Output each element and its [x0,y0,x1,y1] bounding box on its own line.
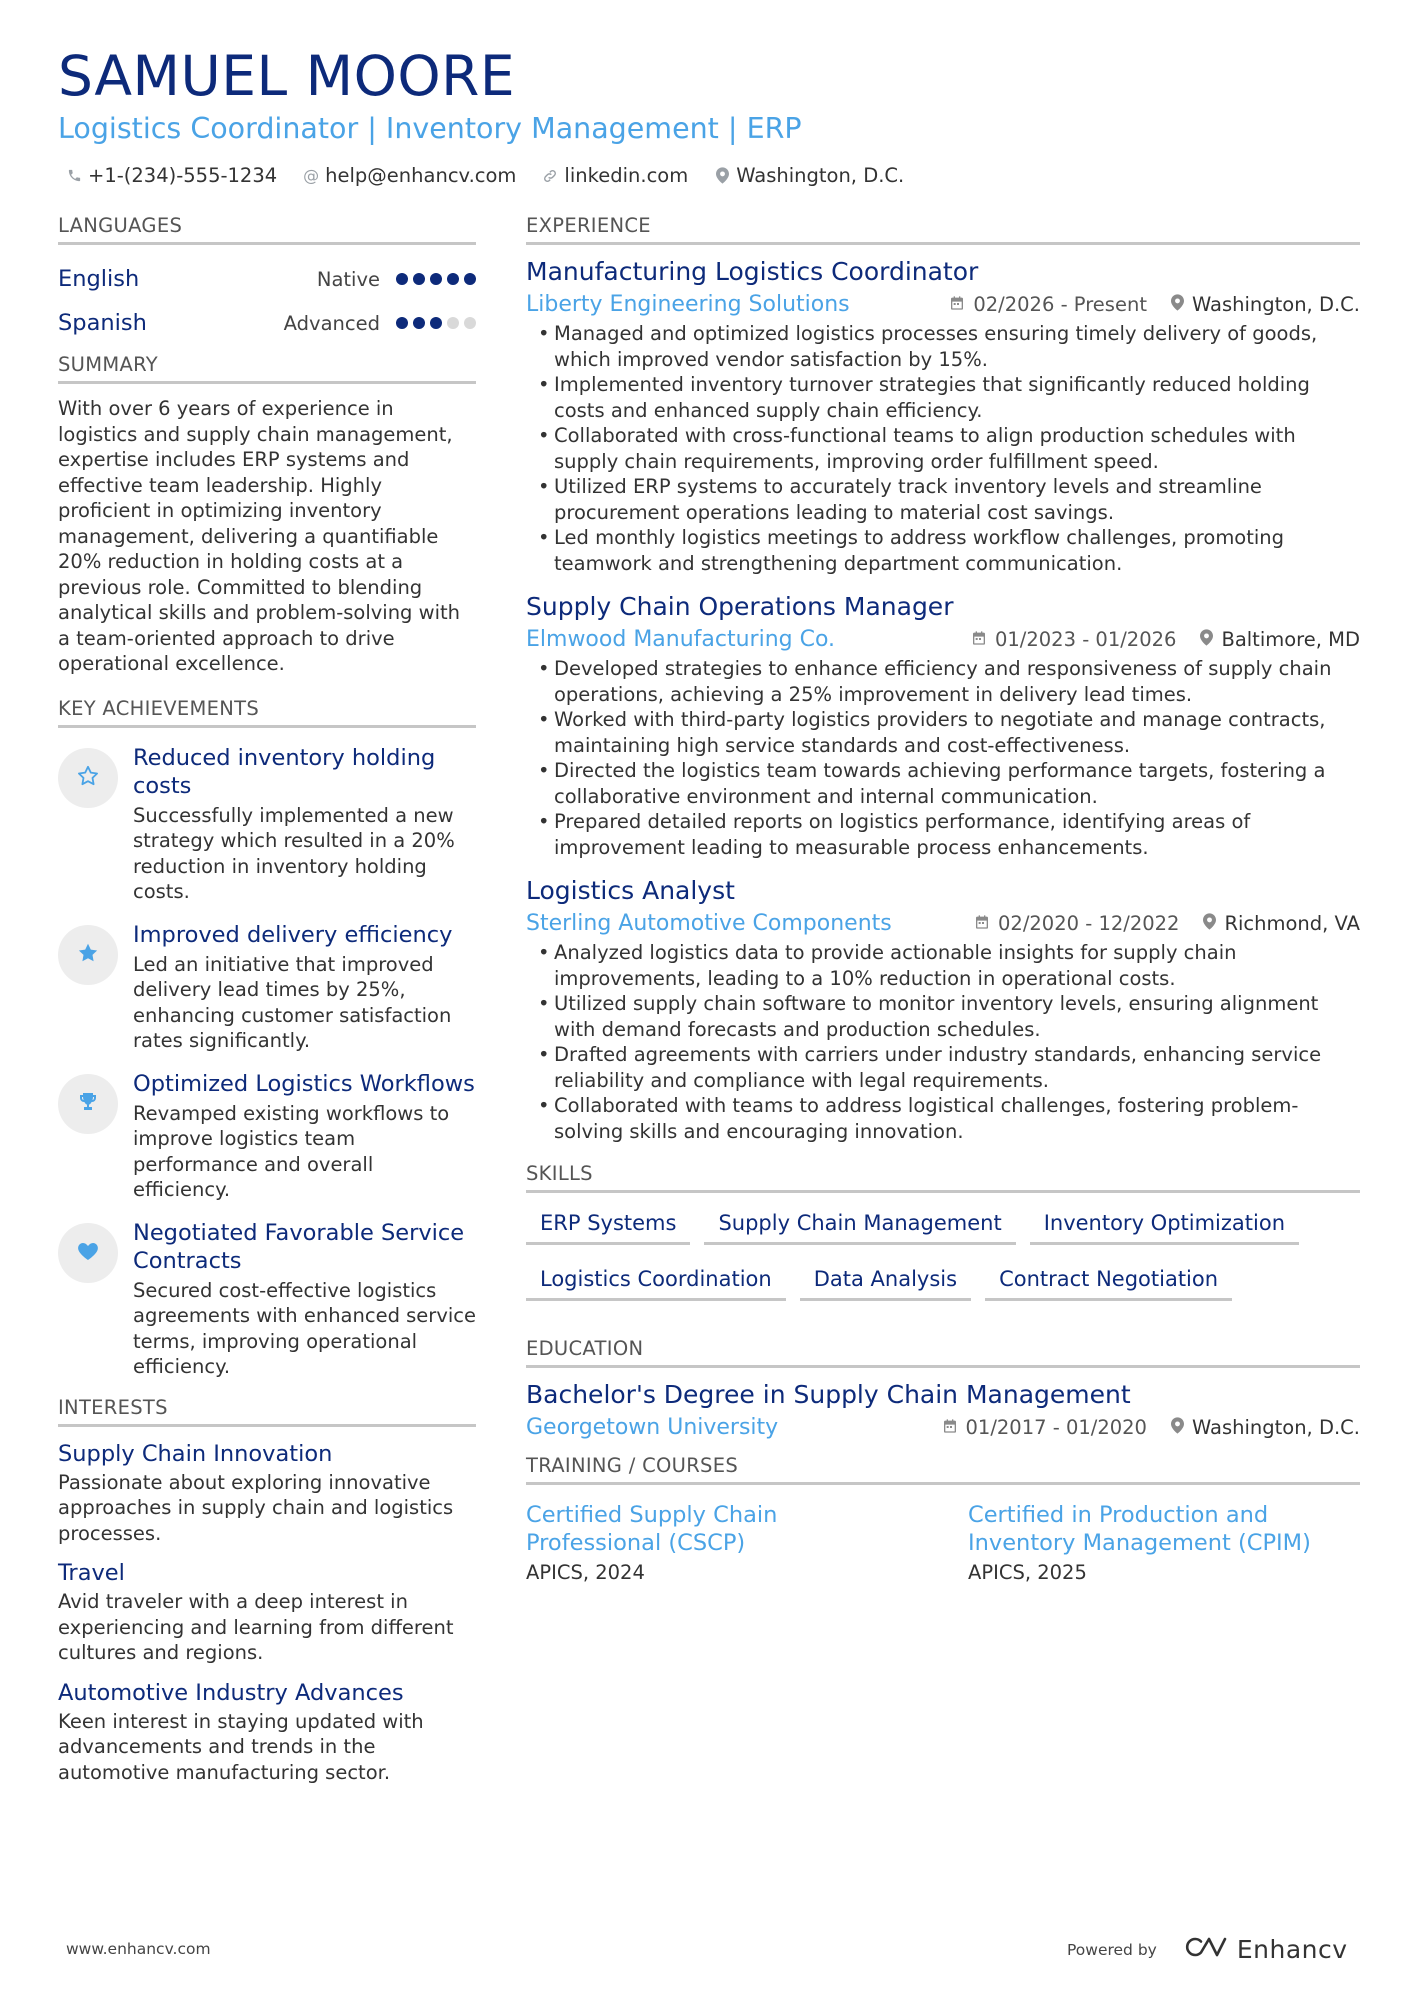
section-title-interests: INTERESTS [58,1396,476,1427]
footer-website[interactable]: www.enhancv.com [66,1940,211,1958]
job-bullet: • Drafted agreements with carriers under industry standards, enhancing service reliability and compliance with legal requirements. [526,1042,1360,1093]
left-column [58,214,476,1799]
contact-location [714,164,904,187]
proficiency-dot-filled [413,273,425,285]
experience-entry [526,592,1360,860]
training-list [526,1501,1360,1584]
link-icon [542,167,558,185]
job-bullet: • Utilized ERP systems to accurately track inventory levels and streamline procurement operations leading to material cost savings. [526,474,1360,525]
achievement-body [133,921,476,1054]
course-item [968,1501,1360,1584]
job-bullets [526,656,1360,860]
training-section [526,1454,1360,1584]
powered-by-label: Powered by [1067,1940,1157,1959]
contact-phone [66,164,277,187]
job-title: Manufacturing Logistics Coordinator [526,257,979,286]
proficiency-dot-filled [430,273,442,285]
star-icon [76,941,100,969]
job-dates-text: 02/2020 - 12/2022 [998,912,1180,935]
languages-section [58,214,476,345]
education-meta [526,1415,1360,1440]
achievement-icon-badge [58,1074,118,1134]
language-row [58,257,476,301]
star-outline-icon [76,764,100,792]
proficiency-dot-filled [396,273,408,285]
language-level: Advanced [283,311,380,335]
interest-title: Supply Chain Innovation [58,1440,333,1467]
location-pin-icon [1200,628,1213,651]
contact-phone-text: +1-(234)-555-1234 [88,164,278,187]
phone-icon [66,167,82,185]
school-name: Georgetown University [526,1415,779,1440]
interest-description: Keen interest in staying updated with advancements and trends in the automotive manufacturing sector. [58,1709,424,1784]
contact-email-text[interactable]: help@enhancv.com [325,164,517,187]
company-name: Sterling Automotive Components [526,911,892,936]
skills-list [526,1211,1360,1323]
proficiency-dot-filled [413,317,425,329]
achievement-item [58,921,476,1054]
job-dates [949,293,1147,316]
contact-location-text: Washington, D.C. [736,164,905,187]
summary-text: With over 6 years of experience in logistics and supply chain management, expertise includes ERP systems and effective team leadership. Highly proficient in optimizing inventory management, delivering a quantifiable 20% reduction in holding costs at a previous role. Committed to blending analytical skills and problem-solving with a team-oriented approach to drive operational excellence. [58,397,461,675]
language-name: Spanish [58,310,147,336]
achievement-description: Secured cost-effective logistics agreements with enhanced service terms, improving operational efficiency. [133,1278,477,1378]
education-entry [526,1380,1360,1440]
achievement-description: Revamped existing workflows to improve logistics team performance and overall efficiency. [133,1101,450,1201]
language-name: English [58,266,140,292]
interest-description: Passionate about exploring innovative approaches in supply chain and logistics processes. [58,1470,454,1545]
experience-entry [526,876,1360,1144]
achievement-item [58,1219,476,1380]
enhancv-logo-text: Enhancv [1236,1935,1348,1964]
company-name: Elmwood Manufacturing Co. [526,627,836,652]
job-location [1203,912,1360,935]
job-meta [526,911,1360,936]
candidate-name: SAMUEL MOORE [58,44,516,108]
skill-tag: ERP Systems [526,1211,690,1245]
section-title-education: EDUCATION [526,1337,1360,1368]
job-location [1171,293,1360,316]
contact-email[interactable] [303,164,516,187]
job-bullet: • Worked with third-party logistics providers to negotiate and manage contracts, maintaining high service standards and cost-effectiveness. [526,707,1360,758]
skill-tag: Data Analysis [800,1267,971,1301]
job-dates [974,912,1179,935]
section-title-summary: SUMMARY [58,353,476,384]
education-location-text: Washington, D.C. [1191,1416,1360,1439]
job-title: Supply Chain Operations Manager [526,592,954,621]
job-bullet: • Collaborated with teams to address logistical challenges, fostering problem-solving skills and encouraging innovation. [526,1093,1360,1144]
job-location [1200,628,1360,651]
right-column [526,214,1360,1584]
interests-list [58,1441,476,1786]
location-pin-icon [1171,293,1184,316]
calendar-icon [949,293,965,316]
language-level: Native [316,267,380,291]
achievement-item [58,744,476,905]
achievements-section [58,697,476,1380]
experience-list [526,257,1360,1144]
calendar-icon [942,1416,958,1439]
skill-tag: Inventory Optimization [1030,1211,1299,1245]
proficiency-dot-empty [447,317,459,329]
course-provider: APICS, 2025 [968,1561,1087,1584]
section-title-achievements: KEY ACHIEVEMENTS [58,697,476,728]
skill-tag: Contract Negotiation [985,1267,1232,1301]
job-location-text: Richmond, VA [1224,912,1360,935]
interest-title: Automotive Industry Advances [58,1679,404,1706]
footer-brand [1067,1935,1348,1964]
job-bullet: • Directed the logistics team towards achieving performance targets, fostering a collaborative environment and internal communication. [526,758,1360,809]
job-dates [971,628,1176,651]
proficiency-dot-filled [464,273,476,285]
achievement-title: Improved delivery efficiency [133,921,453,948]
achievement-icon-badge [58,925,118,985]
location-pin-icon [714,167,730,185]
interest-title: Travel [58,1560,125,1586]
achievement-title: Negotiated Favorable Service Contracts [133,1219,465,1274]
section-title-training: TRAINING / COURSES [526,1454,1360,1485]
experience-section [526,214,1360,1144]
achievement-description: Successfully implemented a new strategy which resulted in a 20% reduction in inventory holding costs. [133,803,455,903]
location-pin-icon [1203,912,1216,935]
achievement-title: Reduced inventory holding costs [133,744,436,799]
achievement-item [58,1070,476,1203]
achievement-icon-badge [58,1223,118,1283]
at-icon: @ [303,166,320,185]
job-bullets [526,321,1360,576]
achievement-description: Led an initiative that improved delivery lead times by 25%, enhancing customer satisfaction rates significantly. [133,952,452,1052]
section-title-languages: LANGUAGES [58,214,476,245]
experience-entry [526,257,1360,576]
calendar-icon [971,628,987,651]
skill-tag: Supply Chain Management [704,1211,1015,1245]
language-row [58,301,476,345]
job-location-text: Baltimore, MD [1221,628,1360,651]
achievement-body [133,744,476,905]
job-title: Logistics Analyst [526,876,735,905]
job-bullet: • Led monthly logistics meetings to address workflow challenges, promoting teamwork and strengthening department communication. [526,525,1360,576]
heart-icon [76,1239,100,1267]
trophy-icon [76,1090,100,1118]
enhancv-logo-icon [1181,1935,1227,1964]
interest-item [58,1680,476,1786]
contact-bar [66,164,904,187]
course-title: Certified Supply Chain Professional (CSCP) [526,1502,778,1556]
job-dates-text: 02/2026 - Present [973,293,1147,316]
job-bullet: • Prepared detailed reports on logistics performance, identifying areas of improvement leading to measurable process enhancements. [526,809,1360,860]
achievement-icon-badge [58,748,118,808]
skill-tag: Logistics Coordination [526,1267,786,1301]
education-location [1171,1416,1360,1439]
interest-item [58,1560,476,1666]
education-section [526,1337,1360,1440]
language-proficiency-dots [396,273,476,285]
achievement-body [133,1070,476,1203]
job-bullet: • Analyzed logistics data to provide actionable insights for supply chain improvements, leading to a 10% reduction in operational costs. [526,940,1360,991]
languages-list [58,257,476,345]
calendar-icon [974,912,990,935]
achievement-title: Optimized Logistics Workflows [133,1070,475,1097]
job-bullet: • Implemented inventory turnover strategies that significantly reduced holding costs and enhanced supply chain efficiency. [526,372,1360,423]
degree-title: Bachelor's Degree in Supply Chain Management [526,1380,1131,1409]
section-title-skills: SKILLS [526,1162,1360,1193]
job-bullets [526,940,1360,1144]
section-title-experience: EXPERIENCE [526,214,1360,245]
job-bullet: • Utilized supply chain software to monitor inventory levels, ensuring alignment with demand forecasts and production schedules. [526,991,1360,1042]
proficiency-dot-empty [464,317,476,329]
course-provider: APICS, 2024 [526,1561,645,1584]
achievements-list [58,744,476,1380]
job-dates-text: 01/2023 - 01/2026 [994,628,1177,651]
interest-item [58,1441,476,1547]
summary-section [58,353,476,677]
course-item [526,1501,918,1584]
proficiency-dot-filled [396,317,408,329]
job-meta [526,292,1360,317]
interest-description: Avid traveler with a deep interest in experiencing and learning from different cultures and regions. [58,1590,454,1664]
education-dates [942,1416,1147,1439]
education-dates-text: 01/2017 - 01/2020 [965,1416,1147,1439]
job-bullet: • Managed and optimized logistics processes ensuring timely delivery of goods, which improved vendor satisfaction by 15%. [526,321,1360,372]
achievement-body [133,1219,476,1380]
contact-linkedin[interactable] [542,164,688,187]
enhancv-logo[interactable] [1181,1935,1348,1964]
contact-linkedin-text[interactable]: linkedin.com [564,164,689,187]
company-name: Liberty Engineering Solutions [526,292,850,317]
location-pin-icon [1171,1416,1184,1439]
job-bullet: • Collaborated with cross-functional teams to align production schedules with supply chain requirements, improving order fulfillment speed. [526,423,1360,474]
job-bullet: • Developed strategies to enhance efficiency and responsiveness of supply chain operations, achieving a 25% improvement in delivery lead times. [526,656,1360,707]
interests-section [58,1396,476,1786]
proficiency-dot-filled [430,317,442,329]
language-proficiency-dots [396,317,476,329]
course-title: Certified in Production and Inventory Management (CPIM) [968,1502,1311,1556]
skills-section [526,1162,1360,1323]
proficiency-dot-filled [447,273,459,285]
candidate-headline: Logistics Coordinator | Inventory Management | ERP [58,112,802,145]
job-meta [526,627,1360,652]
job-location-text: Washington, D.C. [1191,293,1360,316]
